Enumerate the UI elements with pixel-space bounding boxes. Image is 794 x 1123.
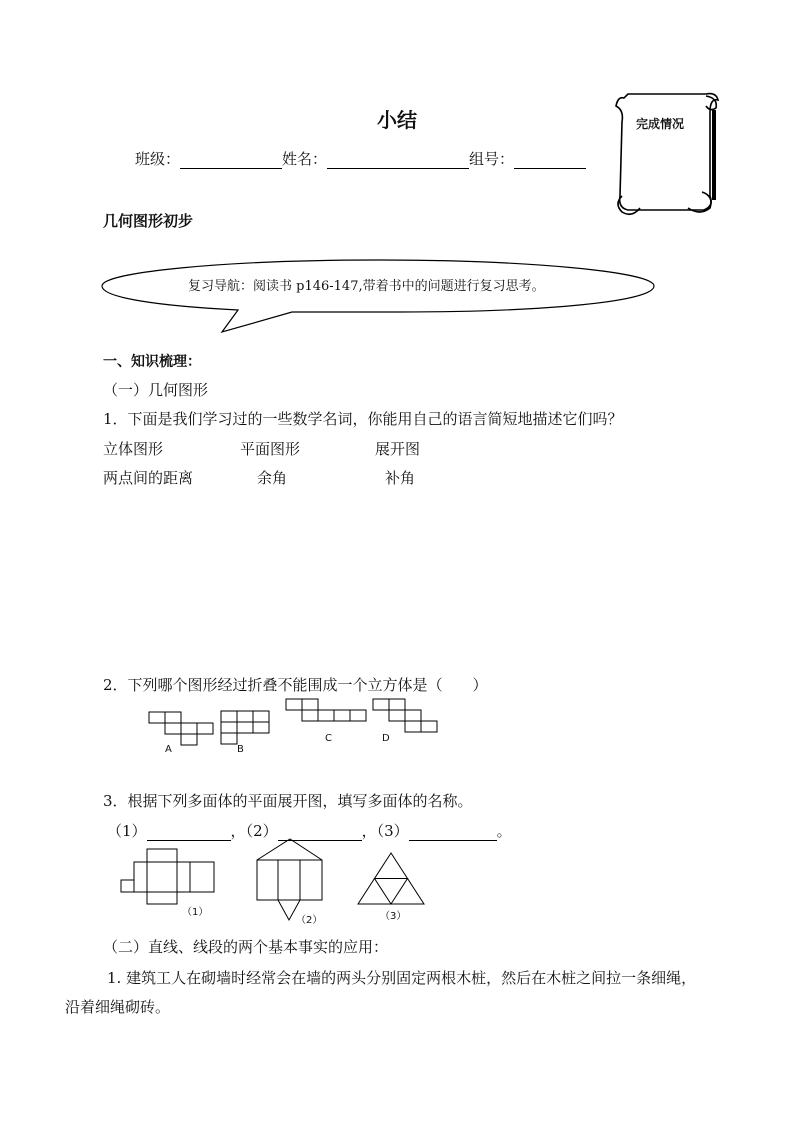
term-net: 展开图 (375, 440, 421, 458)
subsection-geometry: （一）几何图形 (103, 381, 209, 399)
review-nav-text: 复习导航：阅读书 p146-147,带着书中的问题进行复习思考。 (188, 279, 545, 294)
option-b-label: B (237, 744, 244, 755)
q3-comma-2: ， (361, 822, 377, 840)
q3-blank-1-label: （1） (107, 822, 147, 840)
section-title: 几何图形初步 (103, 212, 194, 230)
q3-blank-3-label: （3） (376, 822, 409, 840)
class-label: 班级： (135, 150, 181, 168)
term-distance: 两点间的距离 (103, 469, 194, 487)
question-1: 1．下面是我们学习过的一些数学名词，你能用自己的语言简短地描述它们吗？ (103, 410, 623, 428)
option-c-label: C (325, 733, 332, 744)
term-plane-figure: 平面图形 (240, 440, 301, 458)
scroll-graphic (610, 92, 722, 220)
option-d-label: D (382, 733, 390, 744)
net-3-label: （3） (380, 911, 407, 922)
class-field[interactable] (180, 152, 282, 169)
q3-blank-2-label: （2） (245, 822, 278, 840)
polyhedron-net-2 (256, 838, 324, 922)
name-field[interactable] (327, 152, 469, 169)
polyhedron-net-3 (356, 852, 426, 906)
review-nav-bubble (100, 258, 656, 334)
completion-status-label: 完成情况 (636, 117, 685, 131)
term-solid-figure: 立体图形 (103, 440, 164, 458)
term-supplementary: 补角 (385, 469, 416, 487)
term-complementary: 余角 (257, 469, 288, 487)
q3-blank-3[interactable] (409, 824, 497, 841)
subsection-lines: （二）直线、线段的两个基本事实的应用： (103, 938, 389, 956)
q3-end: 。 (496, 822, 512, 840)
group-label: 组号： (469, 150, 515, 168)
group-field[interactable] (514, 152, 586, 169)
question-2: 2．下列哪个图形经过折叠不能围成一个立方体是（ ） (103, 676, 488, 694)
question-4-line-2: 沿着细绳砌砖。 (65, 998, 171, 1016)
cube-net-a (148, 710, 214, 750)
cube-net-d (372, 698, 438, 738)
option-a-label: A (165, 744, 172, 755)
polyhedron-net-1 (120, 848, 216, 906)
net-1-label: （1） (182, 907, 209, 918)
question-4-line-1: 1. 建筑工人在砌墙时经常会在墙的两头分别固定两根木桩，然后在木桩之间拉一条细绳， (107, 969, 697, 987)
q3-comma-1: ， (230, 822, 246, 840)
question-3: 3．根据下列多面体的平面展开图，填写多面体的名称。 (103, 792, 473, 810)
knowledge-heading: 一、知识梳理： (103, 354, 201, 370)
name-label: 姓名： (282, 150, 328, 168)
q3-blank-1[interactable] (147, 824, 231, 841)
net-2-label: （2） (296, 915, 323, 926)
info-row (135, 148, 586, 169)
cube-net-b (220, 708, 272, 748)
page-title: 小结 (377, 108, 417, 132)
cube-net-c (285, 698, 367, 726)
